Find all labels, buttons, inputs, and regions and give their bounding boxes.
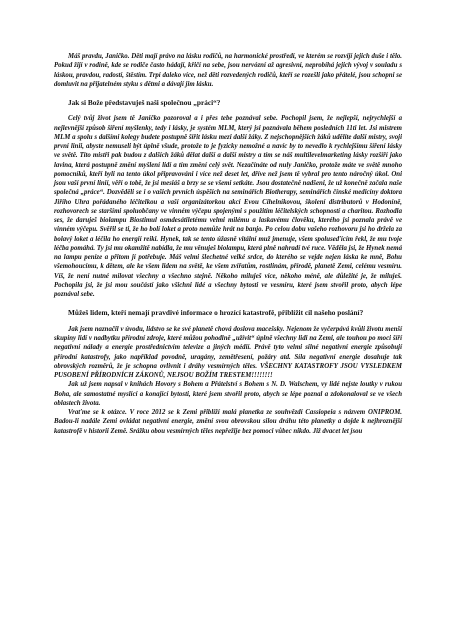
- question-heading-joint-work: Jak si Bože představuješ naši společnou „práci“?: [68, 98, 221, 107]
- question-heading-catastrophe: Můžeš lidem, kteří nemají pravdivé informace o hrozící katastrofě, přiblížit cíl našeho poslání?: [68, 308, 364, 318]
- paragraph-planet-oniprom: Vraťme se k otázce. V roce 2012 se k Zemi přiblíží malá planetka ze souhvězdí Cassiopeia s názvem ONIPROM. Badou-li nadále Zemi ovládat negativní energie, změní svou obrovskou silou dráhu této planetky a dojde k nejhroznější katastrofě v historii Země. Srážku obou vesmírných těles nepřežije bez pomoci vůbec nikdo. Již dvacet let jsou: [54, 409, 402, 435]
- paragraph-mlm-of-love: Celý tvůj život jsem tě Janičko pozoroval a i přes tebe poznával sebe. Pochopil jsem, že nejlepší, nejrychlejší a nejlevnější způsob šíření myšlenky, tedy i lásky, je systém MLM, který jsi poznávala během posledních 11ti let. Jsi mistrem MLM a spolu s dalšími kolegy budete postupně šířit lásku mezi další žáky. Z nejschopnějších žáků udělíte další mistry, svoji první linii, abyste nemuseli být úplně všude, protože to je fyzicky nemožné a navíc by to nevedlo k rychlejšímu šíření lásky ve světě. Tito mistři pak budou z dalších žáků dělat další a další mistry a tím se náš multilevelmarketing lásky rozšíří jako lavina, která postupně změní myšlení lidí a tím změní celý svět. Nezačínáte od nuly Janičko, protože máte ve světě mnoho pomocníků, kteří byli na tento úkol připravováni i více než deset let, dříve než jsem tě vybral pro tento náročný úkol. Oni jsou vaší první linií, věří o tobě, že jsi mesiáš a brzy se se všemi setkáte. Jsou dostatečně nadšeni, že už konečně začala naše společná „práce“. Dozvěděli se i o vašich prvních úspěších na seminářích Biotherapy, seminářích čínské medicíny doktora Jiřího Uhra pořádaného léčitelkou a vaší organizátorkou akcí Evou Cihelníkovou, školení distributorů v Hodoníně, rozhovorech se staršími spoluobčany ve vinném výčepu spojenými s použitím léčitelských schopností a charitou. Rozhodla ses, že daruješ biolampu Biostimul osmdesátiletému velmi milému a laskavému člověku, kterého jsi poznala právě ve vinném výčepu. Svěřil se ti, že ho bolí loket a proto nemůže hrát na banjo. Po celou dobu vašeho rozhovoru jsi ho držela za bolavý loket a léčila ho energií reiki. Hynek, tak se tento úžasně vitální muž jmenuje, všem spoluseďícím řekl, že mu tvoje léčba pomáhá. Ty jsi mu okamžitě nabídla, že mu věnuješ biolampu, která plně nahradí tvé ruce. Věděla jsi, že Hynek nemá na lampu peníze a přitom jí potřebuje. Máš velmi šlechetné velké srdce, do kterého se vejde nejen láska ke mně, Bohu všemohoucímu, k dětem, ale ke všem lidem na světě, ke všem zvířatům, rostlinám, přírodě, planetě Zemi, celému vesmíru. Víš, že není nutné milovat všechny a všechno stejně. Někoho miluješ více, někoho méně, ale důležité je, že miluješ. Pochopila jsi, že jsi mou součástí jako všichni lidé a všechny bytosti ve vesmíru, které jsem stvořil proto, abych lépe poznával sebe.: [54, 115, 402, 299]
- document-page: [54, 52, 402, 436]
- paragraph-rights-of-children: Máš pravdu, Janičko. Děti mají právo na lásku rodičů, na harmonické prostředí, ve kterém se rozvíjí jejich duše i tělo. Pokud žijí v rodině, kde se rodiče často hádají, křičí na sebe, jsou nervózní až agresivní, neprobíhá jejich vývoj v souladu s láskou, pravdou, radostí, štěstím. Trpí daleko více, než děti rozvedených rodičů, kteří se rozešli jako přátelé, jsou schopni se domluvit na přijatelném styku s dětmi a dávají jim lásku.: [54, 53, 402, 88]
- paragraph-negative-energy: Jak jsem naznačil v úvodu, lidstvo se ke své planetě chová doslova macešsky. Nejenom že vyčerpává kvůli životu menší skupiny lidí v nadbytku přírodní zdroje, které můžou pohodlně „užívit“ úplně všechny lidi na Zemi, ale touhou po moci šíří negativní nálady a energie prostřednictvím televize a jiných médií. Právě tyto velmi silné negativní energie způsobují přírodní katastrofy, jako například povodně, uragány, zemětřesení, požáry atd. Síla negativní energie dosahuje tak obrovských rozměrů, že je schopna ovlivnit i dráhy vesmírných těles. VŠECHNY KATASTROFY JSOU VYSLEDKEM PUSOBENÍ PŘÍRODNÍCH ZÁKONŮ, NEJSOU BOŽÍM TRESTEM!!!!!!!!: [54, 325, 402, 380]
- paragraph-walsch-books: Jak už jsem napsal v knihách Hovory s Bohem a Přátelství s Bohem s N. D. Walschem, vy lidé nejste loutky v rukou Boha, ale samostatné myslící a konající bytosti, které jsem stvořil proto, abych se lépe poznal a zdokonaloval se ve všech oblastech života.: [54, 381, 402, 407]
